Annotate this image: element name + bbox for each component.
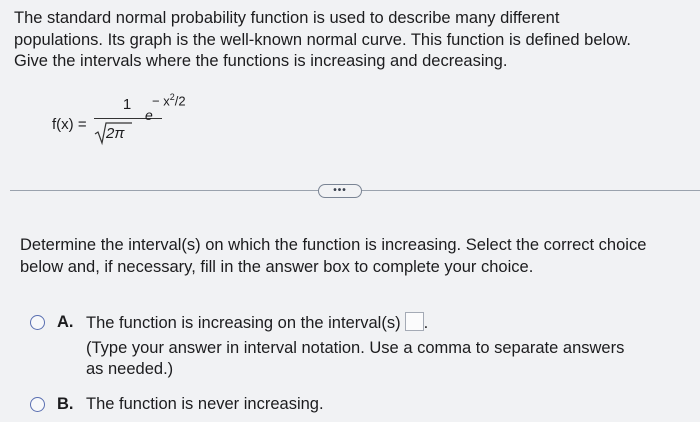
ellipsis-icon: ••• xyxy=(333,185,347,196)
choice-a-letter: A. xyxy=(57,313,74,331)
choice-b-radio[interactable] xyxy=(30,397,45,412)
choice-a-radio[interactable] xyxy=(30,315,45,330)
function-formula xyxy=(52,92,252,152)
problem-statement xyxy=(14,8,690,73)
choice-b-letter: B. xyxy=(57,395,74,413)
square-root xyxy=(94,120,134,146)
interval-answer-input[interactable] xyxy=(405,312,424,331)
hint-line: (Type your answer in interval notation. Use a comma to separate answers xyxy=(86,339,625,357)
choice-a-label: The function is increasing on the interval(s) xyxy=(86,314,401,332)
exponent-right: /2 xyxy=(174,93,186,109)
exponent-power: 2 xyxy=(169,92,175,102)
instruction-line: Determine the interval(s) on which the function is increasing. Select the correct choice xyxy=(20,236,647,254)
choice-a-hint xyxy=(86,338,624,380)
period: . xyxy=(423,314,429,332)
formula-lhs: f(x) = xyxy=(52,116,87,133)
instructions xyxy=(20,234,690,278)
hint-line: as needed.) xyxy=(86,360,174,378)
problem-line: The standard normal probability function is used to describe many different xyxy=(14,9,560,27)
exponent-left: − x xyxy=(152,93,170,109)
formula-exponent xyxy=(152,92,186,108)
expand-more-button[interactable] xyxy=(318,184,362,198)
instruction-line: below and, if necessary, fill in the answer box to complete your choice. xyxy=(20,258,534,276)
choice-a-text xyxy=(86,312,428,334)
problem-line: populations. Its graph is the well-known normal curve. This function is defined below. xyxy=(14,30,631,49)
formula-numerator: 1 xyxy=(122,96,132,113)
problem-line: Give the intervals where the functions is increasing and decreasing. xyxy=(14,52,508,70)
choice-b-text: The function is never increasing. xyxy=(86,395,324,413)
formula-base: e xyxy=(145,107,153,123)
formula-radicand: 2π xyxy=(106,125,125,142)
